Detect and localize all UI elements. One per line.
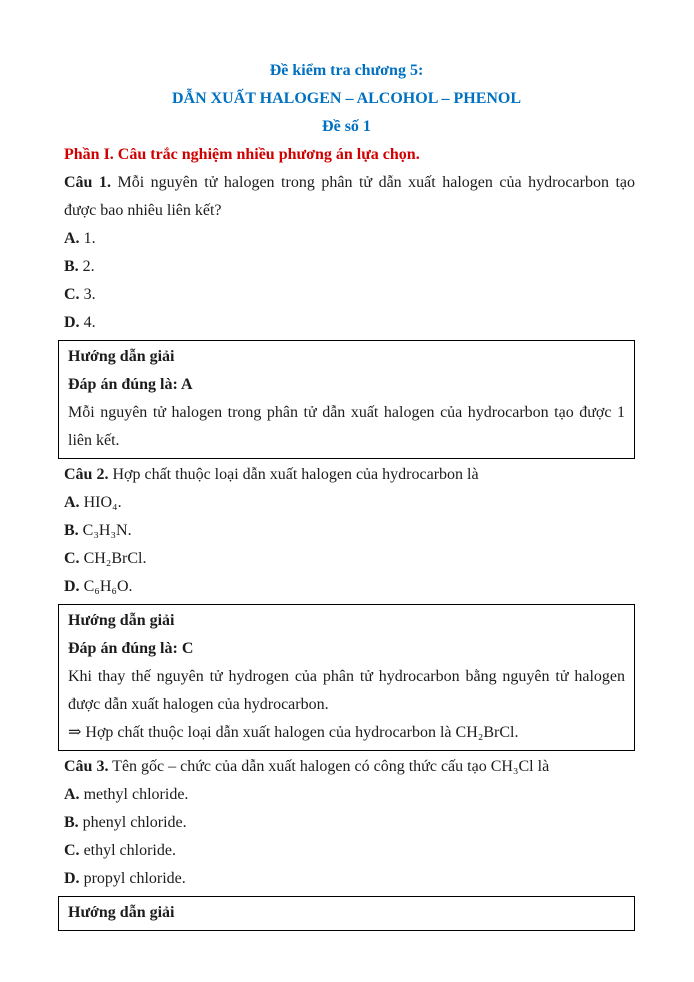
solution-answer: Đáp án đúng là: A: [68, 376, 193, 393]
question-2-paragraph: [64, 461, 635, 489]
option-letter: C.: [64, 842, 80, 859]
option-letter: A.: [64, 230, 80, 247]
question-3-option-d: [64, 865, 635, 893]
question-1-text: Mỗi nguyên tử halogen trong phân tử dẫn xuất halogen của hydrocarbon tạo được bao nhiêu liên kết?: [64, 174, 636, 219]
option-text: C₆H₆O.: [83, 578, 133, 595]
question-1-option-c: [64, 281, 635, 309]
solution-body-line: Mỗi nguyên tử halogen trong phân tử dẫn xuất halogen của hydrocarbon tạo được 1 liên kết.: [68, 404, 625, 449]
option-letter: C.: [64, 286, 80, 303]
option-text: 3.: [83, 286, 96, 303]
section-heading: Phần I. Câu trắc nghiệm nhiều phương án lựa chọn.: [64, 146, 420, 163]
question-2-option-c: [64, 545, 635, 573]
option-letter: D.: [64, 870, 80, 887]
option-letter: A.: [64, 494, 80, 511]
option-letter: D.: [64, 578, 80, 595]
doc-title-line1: Đề kiểm tra chương 5:: [269, 62, 424, 79]
option-letter: B.: [64, 522, 79, 539]
option-text: 1.: [83, 230, 96, 247]
option-text: HIO₄.: [83, 494, 122, 511]
option-text: propyl chloride.: [83, 870, 186, 887]
option-text: ethyl chloride.: [83, 842, 176, 859]
solution-title: Hướng dẫn giải: [68, 904, 175, 921]
question-3-option-a: [64, 781, 635, 809]
solution-body-line: Khi thay thế nguyên tử hydrogen của phân tử hydrocarbon bằng nguyên tử halogen được dẫn xuất halogen của hydrocarbon.: [68, 668, 625, 713]
question-3-option-c: [64, 837, 635, 865]
solution-box-question-3: [58, 896, 635, 931]
question-2-option-b: [64, 517, 635, 545]
option-text: 2.: [82, 258, 95, 275]
option-text: 4.: [83, 314, 96, 331]
question-1-label: Câu 1.: [64, 174, 111, 191]
question-3-text: Tên gốc – chức của dẫn xuất halogen có công thức cấu tạo CH₃Cl là: [112, 758, 550, 775]
question-3-paragraph: [64, 753, 635, 781]
question-3-option-b: [64, 809, 635, 837]
question-1-option-a: [64, 225, 635, 253]
option-text: methyl chloride.: [83, 786, 189, 803]
solution-title: Hướng dẫn giải: [68, 348, 175, 365]
option-text: C₃H₃N.: [82, 522, 132, 539]
solution-box-question-2: [58, 604, 635, 751]
option-text: phenyl chloride.: [82, 814, 187, 831]
solution-title: Hướng dẫn giải: [68, 612, 175, 629]
question-1-option-d: [64, 309, 635, 337]
question-2-label: Câu 2.: [64, 466, 109, 483]
option-letter: D.: [64, 314, 80, 331]
option-letter: B.: [64, 258, 79, 275]
option-text: CH₂BrCl.: [83, 550, 147, 567]
question-1-paragraph: [64, 169, 635, 225]
doc-title-line3: Đề số 1: [322, 118, 371, 135]
question-2-text: Hợp chất thuộc loại dẫn xuất halogen của hydrocarbon là: [112, 466, 479, 483]
option-letter: B.: [64, 814, 79, 831]
solution-body-line: ⇒ Hợp chất thuộc loại dẫn xuất halogen của hydrocarbon là CH₂BrCl.: [68, 724, 519, 741]
question-1-option-b: [64, 253, 635, 281]
option-letter: A.: [64, 786, 80, 803]
question-2-option-a: [64, 489, 635, 517]
solution-box-question-1: [58, 340, 635, 459]
option-letter: C.: [64, 550, 80, 567]
question-3-label: Câu 3.: [64, 758, 109, 775]
solution-answer: Đáp án đúng là: C: [68, 640, 194, 657]
doc-title-line2: DẪN XUẤT HALOGEN – ALCOHOL – PHENOL: [171, 90, 522, 107]
question-2-option-d: [64, 573, 635, 601]
